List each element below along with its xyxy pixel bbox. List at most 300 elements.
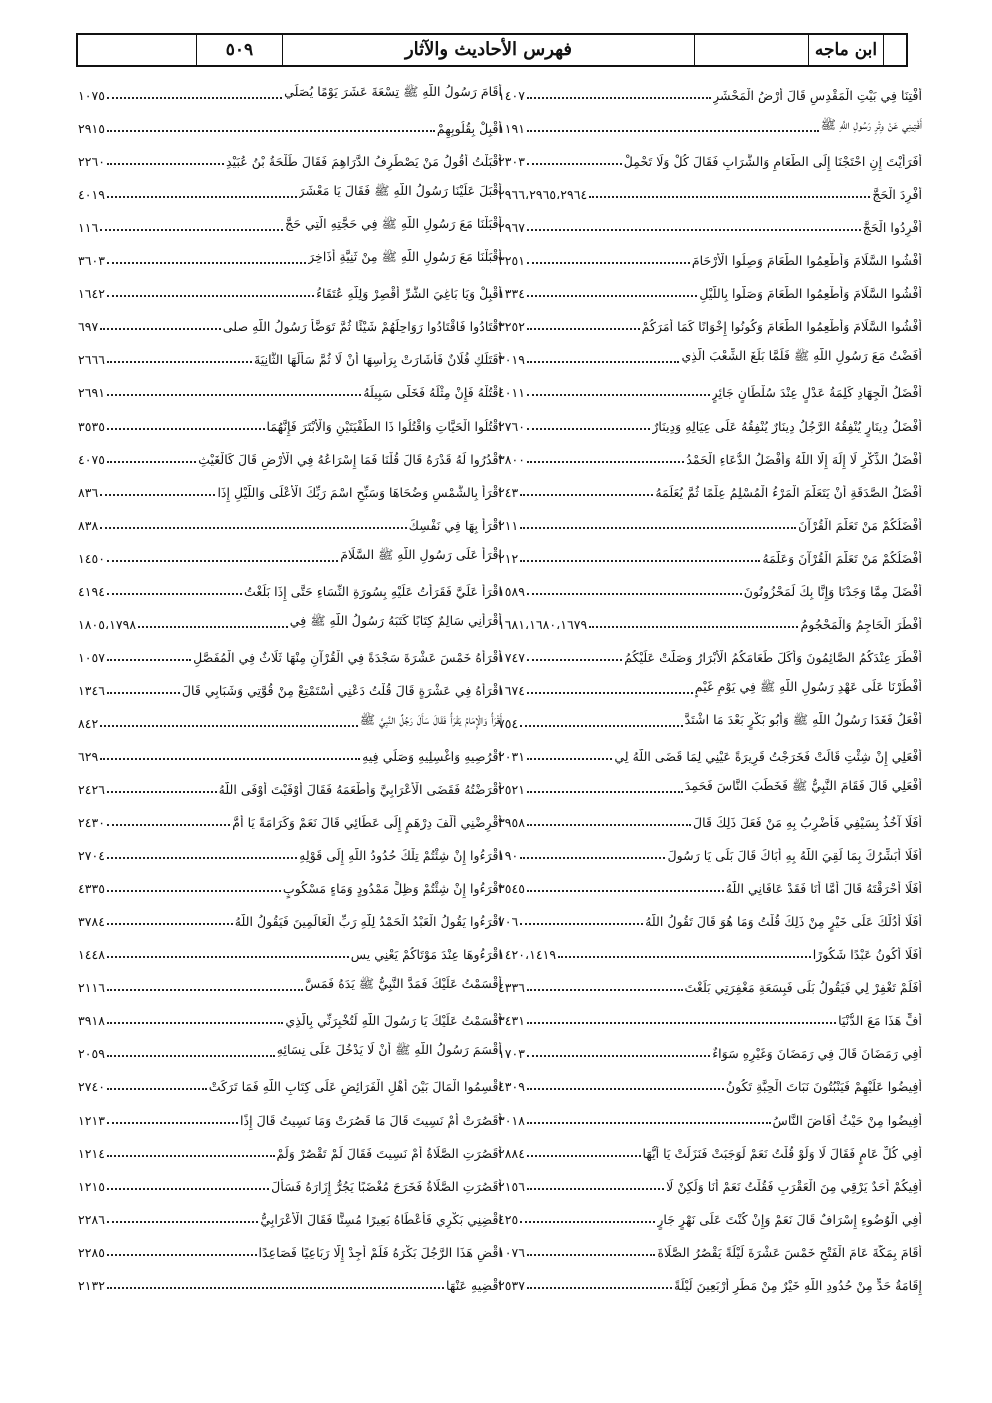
index-entry bbox=[78, 801, 502, 834]
entry-text: أَفِي كُلِّ عَامٍ فَقَالَ لَا وَلَوْ قُلْتُ نَعَمْ لَوَجَبَتْ فَنَزَلَتْ يَا أَيُّهَا bbox=[642, 1145, 922, 1161]
entry-reference-number: ١٩٠ bbox=[498, 848, 519, 864]
entry-reference-number: ١٤٠٧ bbox=[498, 88, 526, 104]
dot-leader bbox=[107, 427, 264, 430]
index-entry bbox=[498, 140, 922, 173]
index-title: فهرس الأحاديث والآثار bbox=[282, 35, 694, 65]
entry-reference-number: ٢٠٣١ bbox=[498, 748, 526, 764]
header-blank-cell-left bbox=[78, 35, 196, 65]
index-entry bbox=[498, 1132, 922, 1165]
entry-text: أَفْضَلُكُمْ مَنْ تَعَلَّمَ الْقُرْآنَ bbox=[798, 517, 922, 533]
index-entry bbox=[78, 272, 502, 305]
dot-leader bbox=[107, 691, 180, 694]
entry-reference-number: ١٦٨١،١٦٨٠،١٦٧٩ bbox=[498, 616, 588, 632]
entry-reference-number: ٣٩٥٨ bbox=[498, 815, 526, 831]
dot-leader bbox=[107, 1220, 258, 1223]
entry-text: أَفْطَرَ الْحَاجِمُ وَالْمَحْجُومُ bbox=[800, 616, 922, 632]
entry-reference-number: ٣٧٨٤ bbox=[78, 914, 106, 930]
dot-leader bbox=[107, 1021, 283, 1024]
index-entry bbox=[498, 900, 922, 933]
entry-text: أَقْرِضْنِي أَلْفَ دِرْهَمٍ إِلَى عَطَائِي قَالَ نَعَمْ وَكَرَامَةً يَا أُمَّ bbox=[232, 815, 502, 831]
dot-leader bbox=[100, 228, 283, 231]
entry-reference-number: ٦٩٧ bbox=[78, 319, 99, 335]
dot-leader bbox=[107, 823, 230, 826]
dot-leader bbox=[527, 889, 724, 892]
page-number: ٥٠٩ bbox=[196, 35, 282, 65]
dot-leader bbox=[100, 493, 215, 496]
index-entry bbox=[78, 140, 502, 173]
entry-text: أَفْضَلَ مِمَّا وَجَدْنَا وَإِنَّا بِكَ لَمَحْزُونُونَ bbox=[743, 583, 922, 599]
entry-reference-number: ٢٤٢٦ bbox=[78, 782, 106, 798]
index-entry bbox=[498, 1032, 922, 1065]
entry-reference-number: ١٢١٤ bbox=[78, 1145, 106, 1161]
entry-reference-number: ٧٥٤ bbox=[498, 715, 519, 731]
entry-text: اقْضِ هَذَا الرَّجُلَ بَكْرَهُ فَلَمْ أَجِدْ إِلَّا رَبَاعِيًا فَصَاعِدًا bbox=[258, 1244, 502, 1260]
entry-text: أُفٍّ هَذَا مَعَ الدُّنْيَا bbox=[838, 1013, 922, 1029]
entry-reference-number: ١٠٧٥ bbox=[78, 88, 106, 104]
dot-leader bbox=[527, 1187, 664, 1190]
dot-leader bbox=[107, 790, 217, 793]
page-header bbox=[76, 33, 908, 67]
dot-leader bbox=[107, 922, 233, 925]
dot-leader bbox=[107, 1087, 207, 1090]
dot-leader bbox=[100, 724, 358, 727]
entry-text: اقْرَءُوهَا عِنْدَ مَوْتَاكُمْ يَعْنِي يس bbox=[350, 947, 502, 963]
index-entry bbox=[498, 537, 922, 570]
entry-text: أَفْضَلُ الذِّكْرِ لَا إِلَهَ إِلَّا اللَّهُ وَأَفْضَلُ الدُّعَاءِ الْحَمْدُ bbox=[686, 451, 922, 467]
index-entry bbox=[498, 371, 922, 404]
index-entry bbox=[78, 570, 502, 603]
dot-leader bbox=[527, 294, 697, 297]
dot-leader bbox=[520, 922, 643, 925]
entry-text: أَفْتِنَا فِي بَيْتِ الْمَقْدِسِ قَالَ أَرْضُ الْمَحْشَرِ bbox=[713, 88, 922, 104]
index-entry bbox=[78, 834, 502, 867]
entry-reference-number: ٣٠١٨ bbox=[498, 1112, 526, 1128]
dot-leader bbox=[107, 96, 282, 99]
dot-leader bbox=[527, 1087, 724, 1090]
index-entry bbox=[498, 669, 922, 702]
entry-reference-number: ١٨٠٥،١٧٩٨ bbox=[78, 616, 137, 632]
entry-text: اقْرَأْهُ فِي عَشْرَةٍ قَالَ قُلْتُ دَعْنِي أَسْتَمْتِعْ مِنْ قُوَّتِي وَشَبَابِي قَالَ bbox=[181, 682, 502, 698]
dot-leader bbox=[107, 856, 297, 859]
entry-text: أَفَلَمْ تَغْفِرْ لِي فَيَقُولُ بَلَى فَبِسَعَةِ مَغْفِرَتِي بَلَغْتَ bbox=[684, 980, 922, 996]
index-entry bbox=[498, 1065, 922, 1098]
index-entry bbox=[498, 305, 922, 338]
index-entry bbox=[498, 338, 922, 371]
entry-reference-number: ٣٥٤٥ bbox=[498, 881, 526, 897]
entry-reference-number: ٤٠١٩ bbox=[78, 187, 106, 203]
entry-reference-number: ٢١١ bbox=[498, 517, 519, 533]
index-entry bbox=[78, 603, 502, 636]
dot-leader bbox=[527, 393, 710, 396]
entry-reference-number: ٨٣٨ bbox=[78, 517, 99, 533]
entry-reference-number: ١٦٧٤ bbox=[498, 682, 526, 698]
entry-text: أَقَتَلَكِ فُلَانٌ فَأَشَارَتْ بِرَأْسِهَا أَنْ لَا ثُمَّ سَأَلَهَا الثَّانِيَةَ bbox=[254, 352, 502, 368]
dot-leader bbox=[107, 195, 296, 198]
dot-leader bbox=[520, 856, 665, 859]
index-entry bbox=[78, 702, 502, 735]
entry-reference-number: ١٥٨٩ bbox=[498, 583, 526, 599]
entry-reference-number: ٣٨٠٠ bbox=[498, 451, 526, 467]
entry-reference-number: ١٣٤٦ bbox=[78, 682, 106, 698]
entry-reference-number: ٢٨٨٤ bbox=[498, 1145, 526, 1161]
dot-leader bbox=[527, 228, 861, 231]
entry-text: أَقْسَمْتُ عَلَيْكَ فَمَدَّ النَّبِيُّ ﷺ يَدَهُ فَمَسَّ bbox=[304, 976, 502, 992]
index-entry bbox=[498, 239, 922, 272]
entry-text: أَفْطَرْنَا عَلَى عَهْدِ رَسُولِ اللَّهِ ﷺ فِي يَوْمِ غَيْمٍ bbox=[694, 678, 922, 694]
dot-leader bbox=[527, 129, 819, 132]
index-entry bbox=[498, 867, 922, 900]
entry-reference-number: ٨٣٦ bbox=[78, 484, 99, 500]
entry-reference-number: ٤٠٧٥ bbox=[78, 451, 106, 467]
index-entry bbox=[498, 966, 922, 999]
dot-leader bbox=[520, 493, 653, 496]
entry-text: أَفْشُوا السَّلَامَ وَأَطْعِمُوا الطَّعَامَ وَصَلُّوا بِاللَّيْلِ bbox=[699, 286, 922, 302]
entry-text: أَقْسَمَ رَسُولُ اللَّهِ ﷺ أَنْ لَا يَدْخُلَ عَلَى نِسَائِهِ bbox=[276, 1042, 502, 1058]
dot-leader bbox=[107, 1187, 269, 1190]
index-entry bbox=[498, 272, 922, 305]
index-entry bbox=[498, 438, 922, 471]
right-column bbox=[498, 74, 922, 1297]
entry-reference-number: ٤٣٠٩ bbox=[498, 1079, 526, 1095]
entry-reference-number: ١٠٥٧ bbox=[78, 649, 106, 665]
dot-leader bbox=[138, 625, 288, 628]
dot-leader bbox=[527, 988, 682, 991]
entry-text: أَفْشُوا السَّلَامَ وَأَطْعِمُوا الطَّعَامَ وَصِلُوا الْأَرْحَامَ bbox=[691, 253, 922, 269]
entry-text: أَفْتِينِي عَنْ وِتْرِ رَسُولِ اللَّهِ ﷺ bbox=[820, 117, 922, 133]
dot-leader bbox=[527, 691, 693, 694]
entry-text: أَقْسَمْتُ عَلَيْكَ يَا رَسُولَ اللَّهِ لَتُخْبِرَنِّي بِالَّذِي bbox=[285, 1013, 502, 1029]
entry-reference-number: ٤١٩٤ bbox=[78, 583, 106, 599]
entry-reference-number: ٢٩٦٧ bbox=[498, 220, 526, 236]
dot-leader bbox=[107, 1154, 274, 1157]
entry-text: أَفْعَلُ فَغَدَا رَسُولُ اللَّهِ ﷺ وَأَبُو بَكْرٍ بَعْدَ مَا اشْتَدَّ bbox=[684, 711, 922, 727]
dot-leader bbox=[527, 1286, 672, 1289]
index-entry bbox=[498, 173, 922, 206]
entry-text: أَفَلَا أُبَشِّرُكَ بِمَا لَقِيَ اللَّهُ بِهِ أَبَاكَ قَالَ بَلَى يَا رَسُولَ bbox=[667, 848, 922, 864]
dot-leader bbox=[527, 658, 622, 661]
entry-text: اقْرُصِيهِ وَاغْسِلِيهِ وَصَلِّي فِيهِ bbox=[362, 748, 502, 764]
dot-leader bbox=[527, 162, 622, 165]
entry-text: أَفْضَلُكُمْ مَنْ تَعَلَّمَ الْقُرْآنَ وَعَلَّمَهُ bbox=[762, 550, 922, 566]
entry-text: أَفْضَلُ الصَّدَقَةِ أَنْ يَتَعَلَّمَ الْمَرْءُ الْمُسْلِمُ عِلْمًا ثُمَّ يُعَلِّمَهُ bbox=[655, 484, 922, 500]
entry-text: اقْرَءُوا يَقُولُ الْعَبْدُ الْحَمْدُ لِلَّهِ رَبِّ الْعَالَمِينَ فَيَقُولُ اللَّهُ bbox=[234, 914, 502, 930]
entry-reference-number: ٢٢٨٦ bbox=[78, 1211, 106, 1227]
index-entry bbox=[78, 206, 502, 239]
entry-text: اقْتُلْهُ فَإِنْ مِثْلَهُ فَخَلَّى سَبِيلَهُ bbox=[363, 385, 502, 401]
index-entry bbox=[78, 1198, 502, 1231]
entry-reference-number: ٢٩٦٦،٢٩٦٥،٢٩٦٤ bbox=[498, 187, 588, 203]
entry-reference-number: ٧٠٦ bbox=[498, 914, 519, 930]
entry-reference-number: ٤٣٣٥ bbox=[78, 881, 106, 897]
dot-leader bbox=[107, 559, 338, 562]
index-entry bbox=[78, 1032, 502, 1065]
index-entry bbox=[498, 999, 922, 1032]
entry-reference-number: ٢٦٦٦ bbox=[78, 352, 106, 368]
entry-text: أَفَلَا أَدُلُّكَ عَلَى خَيْرٍ مِنْ ذَلِكَ قُلْتُ وَمَا هُوَ قَالَ تَقُولُ اللَّهُ bbox=[645, 914, 922, 930]
index-entry bbox=[498, 74, 922, 107]
dot-leader bbox=[527, 1121, 770, 1124]
entry-text: أَقَصُرَتْ أَمْ نَسِيتَ قَالَ مَا قَصُرَتْ وَمَا نَسِيتُ قَالَ إِذًا bbox=[240, 1112, 502, 1128]
dot-leader bbox=[520, 559, 760, 562]
entry-text: اقْتُلُوا الْحَيَّاتِ وَاقْتُلُوا ذَا الطُّفْيَتَيْنِ وَالْأَبْتَرَ فَإِنَّهُمَا bbox=[266, 418, 502, 434]
entry-reference-number: ١٤٥٠ bbox=[78, 550, 106, 566]
entry-reference-number: ٢١١٦ bbox=[78, 980, 106, 996]
entry-text: اقْتَادُوا فَاقْتَادُوا رَوَاحِلَهُمْ شَيْئًا ثُمَّ تَوَضَّأَ رَسُولُ اللَّهِ صلى bbox=[222, 319, 502, 335]
index-entry bbox=[498, 636, 922, 669]
index-entry bbox=[78, 1098, 502, 1131]
entry-reference-number: ٣٤٣١ bbox=[498, 1013, 526, 1029]
dot-leader bbox=[527, 1054, 710, 1057]
entry-reference-number: ٦٢٩ bbox=[78, 748, 99, 764]
entry-reference-number: ٢٦٩١ bbox=[78, 385, 106, 401]
entry-reference-number: ١١٦ bbox=[78, 220, 99, 236]
index-entry bbox=[78, 1132, 502, 1165]
entry-text: أَفَرَأَيْتَ إِنِ احْتَجْنَا إِلَى الطَّعَامِ وَالشَّرَابِ فَقَالَ كُلْ وَلَا تَحْمِلْ bbox=[623, 154, 922, 170]
entry-text: أَقْرَأَهُ خَمْسَ عَشْرَةَ سَجْدَةً فِي الْقُرْآنِ مِنْهَا ثَلَاثٌ فِي الْمُفَصَّلِ bbox=[193, 649, 502, 665]
entry-text: أَفَلَا أَحْرَقْتَهُ قَالَ أَمَّا أَنَا فَقَدْ عَافَانِي اللَّهُ bbox=[725, 881, 922, 897]
entry-text: اقْدُرُوا لَهُ قَدْرَهُ قَالَ قُلْنَا فَمَا إِسْرَاعُهُ فِي الْأَرْضِ قَالَ كَالْغَيْثِ bbox=[198, 451, 502, 467]
dot-leader bbox=[527, 1253, 655, 1256]
dot-leader bbox=[589, 195, 870, 198]
entry-reference-number: ٢١٥٦ bbox=[498, 1178, 526, 1194]
dot-leader bbox=[527, 790, 683, 793]
entry-text: أَفْعَلِي قَالَ فَقَامَ النَّبِيُّ ﷺ فَخَطَبَ النَّاسَ فَحَمِدَ bbox=[684, 778, 922, 794]
index-entry bbox=[78, 537, 502, 570]
entry-reference-number: ١١٩١ bbox=[498, 121, 526, 137]
dot-leader bbox=[100, 757, 360, 760]
index-entry bbox=[498, 834, 922, 867]
index-entry bbox=[78, 735, 502, 768]
entry-text: اقْسِمُوا الْمَالَ بَيْنَ أَهْلِ الْفَرَائِضِ عَلَى كِتَابِ اللَّهِ فَمَا تَرَكَتْ bbox=[208, 1079, 502, 1095]
entry-text: أَفْعَلِي إِنْ شِئْتِ قَالَتْ فَخَرَجْتُ قَرِيرَةً عَيْنِي لِمَا قَضَى اللَّهُ لِي bbox=[614, 748, 922, 764]
entry-text: أَقْبِلْ بِقُلُوبِهِمْ bbox=[436, 121, 502, 137]
header-margin-cell bbox=[884, 35, 906, 65]
entry-reference-number: ١٢١٣ bbox=[78, 1112, 106, 1128]
entry-reference-number: ١٤٢٠،١٤١٩ bbox=[498, 947, 557, 963]
dot-leader bbox=[520, 526, 796, 529]
dot-leader bbox=[589, 625, 798, 628]
index-entry bbox=[78, 1264, 502, 1297]
dot-leader bbox=[107, 1286, 444, 1289]
dot-leader bbox=[527, 96, 711, 99]
index-entry bbox=[78, 1165, 502, 1198]
entry-reference-number: ١٠٧٦ bbox=[498, 1244, 526, 1260]
dot-leader bbox=[527, 360, 679, 363]
entry-text: اقْضِنِي بَكْرِي فَأَعْطَاهُ بَعِيرًا مُسِنًّا فَقَالَ الْأَعْرَابِيُّ bbox=[260, 1211, 502, 1227]
entry-text: أَفَضْتُ مَعَ رَسُولِ اللَّهِ ﷺ فَلَمَّا بَلَغَ الشِّعْبَ الَّذِي bbox=[681, 348, 922, 364]
dot-leader bbox=[107, 1054, 275, 1057]
index-entry bbox=[498, 570, 922, 603]
index-entry bbox=[78, 74, 502, 107]
dot-leader bbox=[527, 823, 691, 826]
dot-leader bbox=[107, 955, 349, 958]
dot-leader bbox=[107, 1121, 238, 1124]
entry-text: أَقَامَ رَسُولُ اللَّهِ ﷺ تِسْعَةَ عَشَرَ يَوْمًا يُصَلِّي bbox=[284, 84, 502, 100]
entry-reference-number: ٨٤٢ bbox=[78, 715, 99, 731]
index-entry bbox=[78, 966, 502, 999]
dot-leader bbox=[107, 658, 191, 661]
index-entry bbox=[498, 404, 922, 437]
index-entry bbox=[78, 636, 502, 669]
index-entry bbox=[498, 1165, 922, 1198]
index-entry bbox=[78, 471, 502, 504]
entry-text: أَفْرِدَ الْحَجَّ bbox=[872, 187, 922, 203]
index-entry bbox=[78, 404, 502, 437]
entry-reference-number: ٢٤٣٠ bbox=[78, 815, 106, 831]
entry-reference-number: ٢٢٦٠ bbox=[78, 154, 106, 170]
entry-text: أَفَلَا آخُذُ بِسَيْفِي فَأَضْرِبُ بِهِ مَنْ فَعَلَ ذَلِكَ قَالَ bbox=[692, 815, 922, 831]
dot-leader bbox=[107, 261, 306, 264]
entry-reference-number: ٢٥٣٧ bbox=[498, 1277, 526, 1293]
dot-leader bbox=[527, 427, 650, 430]
index-entry bbox=[498, 801, 922, 834]
entry-reference-number: ٣٩١٨ bbox=[78, 1013, 106, 1029]
entry-reference-number: ٢٥٢١ bbox=[498, 782, 526, 798]
dot-leader bbox=[107, 129, 435, 132]
index-entry bbox=[498, 504, 922, 537]
entry-reference-number: ١٢١٥ bbox=[78, 1178, 106, 1194]
entry-text: أَقْبَلْنَا مَعَ رَسُولِ اللَّهِ ﷺ مِنْ ثَنِيَّةِ أَذَاخِرَ bbox=[308, 249, 502, 265]
entry-text: اقْرَأْ عَلَى رَسُولِ اللَّهِ ﷺ السَّلَامَ bbox=[340, 546, 502, 562]
entry-text: أَفْرِدُوا الْحَجَّ bbox=[862, 220, 922, 236]
index-entry bbox=[498, 603, 922, 636]
index-entry bbox=[498, 471, 922, 504]
entry-reference-number: ٢٠٥٩ bbox=[78, 1046, 106, 1062]
entry-text: أَقْرَأَنِي سَالِمٌ كِتَابًا كَتَبَهُ رَسُولُ اللَّهِ ﷺ فِي bbox=[289, 612, 502, 628]
entry-text: أَفْضَلُ الْجِهَادِ كَلِمَةُ عَدْلٍ عِنْدَ سُلْطَانٍ جَائِرٍ bbox=[711, 385, 922, 401]
index-entry bbox=[498, 206, 922, 239]
dot-leader bbox=[107, 360, 252, 363]
index-entry bbox=[78, 371, 502, 404]
entry-text: أَقْرَضْتُهُ فَقَضَى الْأَعْرَابِيَّ وَأَطْعَمَهُ فَقَالَ أَوْفَيْتَ أَوْفَى اللَّهُ bbox=[218, 782, 502, 798]
index-entry bbox=[498, 768, 922, 801]
index-entry bbox=[78, 504, 502, 537]
dot-leader bbox=[107, 988, 303, 991]
entry-text: أَقْرَأُ وَالْإِمَامُ يَقْرَأُ فَقَالَ سَأَلَ رَجُلٌ النَّبِيَّ ﷺ bbox=[359, 711, 502, 727]
index-entry bbox=[78, 1231, 502, 1264]
dot-leader bbox=[527, 261, 690, 264]
entry-reference-number: ٤٢٥ bbox=[498, 1211, 519, 1227]
index-entry bbox=[498, 1198, 922, 1231]
entry-text: أَقْبَلْتُ أَقُولُ مَنْ يَصْطَرِفُ الدَّرَاهِمَ فَقَالَ طَلْحَةُ بْنُ عُبَيْدِ bbox=[226, 154, 502, 170]
index-entry bbox=[78, 768, 502, 801]
entry-reference-number: ٢١٢ bbox=[498, 550, 519, 566]
index-entry bbox=[78, 438, 502, 471]
entry-reference-number: ١٧٤٧ bbox=[498, 649, 526, 665]
index-entry bbox=[78, 933, 502, 966]
index-entry bbox=[498, 702, 922, 735]
entry-text: أَفِيكُمْ أَحَدٌ يَرْقِي مِنَ الْعَقْرَبِ فَقُلْتُ نَعَمْ أَنَا وَلَكِنْ لَا bbox=[666, 1178, 922, 1194]
entry-reference-number: ٢٧٠٤ bbox=[78, 848, 106, 864]
dot-leader bbox=[107, 460, 196, 463]
left-column bbox=[78, 74, 502, 1297]
entry-text: أَفْضَلُ دِينَارٍ يُنْفِقُهُ الرَّجُلُ دِينَارٌ يُنْفِقُهُ عَلَى عِيَالِهِ وَدِينَارٌ bbox=[652, 418, 922, 434]
entry-reference-number: ٢١٣٢ bbox=[78, 1277, 106, 1293]
book-title: ابن ماجه bbox=[808, 35, 884, 65]
index-entry bbox=[498, 107, 922, 140]
dot-leader bbox=[107, 1253, 256, 1256]
entry-reference-number: ٤٣٣٦ bbox=[498, 980, 526, 996]
entry-reference-number: ١٦٤٢ bbox=[78, 286, 106, 302]
entry-text: أَقْبِلْ وَيَا بَاغِيَ الشَّرِّ أَقْصِرْ وَلِلَّهِ عُتَقَاءُ bbox=[316, 286, 502, 302]
entry-text: أَقْبَلْنَا مَعَ رَسُولِ اللَّهِ ﷺ فِي حَجَّتِهِ الَّتِي حَجَّ bbox=[285, 216, 502, 232]
dot-leader bbox=[558, 955, 811, 958]
entry-text: اقْضِيهِ عَنْهَا bbox=[446, 1277, 502, 1293]
entry-reference-number: ٣٢٥١ bbox=[498, 253, 526, 269]
index-entry bbox=[498, 933, 922, 966]
entry-text: أَقْبَلَ عَلَيْنَا رَسُولُ اللَّهِ ﷺ فَقَالَ يَا مَعْشَرَ bbox=[298, 183, 502, 199]
dot-leader bbox=[527, 592, 742, 595]
entry-text: أَقَصُرَتِ الصَّلَاةُ فَخَرَجَ مُغْضَبًا يَجُرُّ إِزَارَهُ فَسَأَلَ bbox=[271, 1178, 502, 1194]
entry-text: أَفِيضُوا عَلَيْهِمْ فَيَنْبُتُونَ نَبَاتَ الْحِبَّةِ تَكُونُ bbox=[725, 1079, 922, 1095]
entry-reference-number: ٣٠١٩ bbox=[498, 352, 526, 368]
header-blank-cell bbox=[694, 35, 808, 65]
entry-text: اقْرَأْ عَلَيَّ فَقَرَأْتُ عَلَيْهِ بِسُورَةِ النِّسَاءِ حَتَّى إِذَا بَلَغْتُ bbox=[244, 583, 502, 599]
dot-leader bbox=[107, 393, 361, 396]
dot-leader bbox=[527, 327, 640, 330]
entry-reference-number: ٢٩١٥ bbox=[78, 121, 106, 137]
index-entry bbox=[78, 239, 502, 272]
dot-leader bbox=[527, 757, 612, 760]
index-entry bbox=[78, 999, 502, 1032]
entry-reference-number: ٣٢٥٢ bbox=[498, 319, 526, 335]
index-entry bbox=[78, 107, 502, 140]
entry-text: أَفِي رَمَضَانَ قَالَ فِي رَمَضَانَ وَغَيْرِهِ سَوَاءٌ bbox=[712, 1046, 922, 1062]
dot-leader bbox=[520, 724, 682, 727]
entry-text: اقْرَءُوا إِنْ شِئْتُمْ تِلْكَ حُدُودُ اللَّهِ إِلَى قَوْلِهِ bbox=[299, 848, 502, 864]
dot-leader bbox=[520, 1220, 655, 1223]
entry-reference-number: ١٣٣٤ bbox=[498, 286, 526, 302]
entry-text: أَفْشُوا السَّلَامَ وَأَطْعِمُوا الطَّعَامَ وَكُونُوا إِخْوَانًا كَمَا أَمَرَكُمْ bbox=[641, 319, 922, 335]
entry-text: اقْرَءُوا إِنْ شِئْتُمْ وَظِلٍّ مَمْدُودٍ وَمَاءٍ مَسْكُوبٍ bbox=[282, 881, 502, 897]
entry-text: أَفَلَا أَكُونُ عَبْدًا شَكُورًا bbox=[812, 947, 922, 963]
entry-text: أَفِيضُوا مِنْ حَيْثُ أَفَاضَ النَّاسُ bbox=[772, 1112, 922, 1128]
index-entry bbox=[78, 305, 502, 338]
index-entry bbox=[498, 1098, 922, 1131]
index-entry bbox=[498, 1231, 922, 1264]
dot-leader bbox=[527, 460, 684, 463]
entry-text: إِقَامَةُ حَدٍّ مِنْ حُدُودِ اللَّهِ خَيْرٌ مِنْ مَطَرِ أَرْبَعِينَ لَيْلَةً bbox=[674, 1277, 922, 1293]
dot-leader bbox=[107, 162, 224, 165]
entry-reference-number: ٢٧٤٠ bbox=[78, 1079, 106, 1095]
entry-reference-number: ١٤٤٨ bbox=[78, 947, 106, 963]
entry-reference-number: ٤٠١١ bbox=[498, 385, 526, 401]
entry-text: أَفْطَرَ عِنْدَكُمُ الصَّائِمُونَ وَأَكَلَ طَعَامَكُمُ الْأَبْرَارُ وَصَلَّتْ عَلَيْكُمُ bbox=[624, 649, 922, 665]
index-entry bbox=[78, 173, 502, 206]
dot-leader bbox=[107, 889, 281, 892]
entry-reference-number: ٢٣٠٣ bbox=[498, 154, 526, 170]
entry-text: أَقَامَ بِمَكَّةَ عَامَ الْفَتْحِ خَمْسَ عَشْرَةَ لَيْلَةً يَقْصُرُ الصَّلَاةَ bbox=[657, 1244, 922, 1260]
entry-reference-number: ٢٤٣ bbox=[498, 484, 519, 500]
entry-text: اقْرَأْ بِالشَّمْسِ وَضُحَاهَا وَسَبِّحِ اسْمَ رَبِّكَ الْأَعْلَى وَاللَّيْلِ إِذَا bbox=[217, 484, 502, 500]
entry-text: أَقَصُرَتِ الصَّلَاةُ أَمْ نَسِيتَ فَقَالَ لَمْ تَقْصُرْ وَلَمْ bbox=[276, 1145, 502, 1161]
index-entry bbox=[78, 338, 502, 371]
dot-leader bbox=[100, 526, 406, 529]
index-entry bbox=[78, 669, 502, 702]
entry-reference-number: ١٧٠٣ bbox=[498, 1046, 526, 1062]
index-entry bbox=[498, 1264, 922, 1297]
entry-reference-number: ٢٢٨٥ bbox=[78, 1244, 106, 1260]
entry-reference-number: ٣٦٠٣ bbox=[78, 253, 106, 269]
index-entry bbox=[78, 900, 502, 933]
entry-reference-number: ٢٧٦٠ bbox=[498, 418, 526, 434]
dot-leader bbox=[100, 327, 221, 330]
index-entry bbox=[498, 735, 922, 768]
dot-leader bbox=[107, 294, 314, 297]
dot-leader bbox=[527, 1021, 836, 1024]
index-entry bbox=[78, 867, 502, 900]
index-entry bbox=[78, 1065, 502, 1098]
